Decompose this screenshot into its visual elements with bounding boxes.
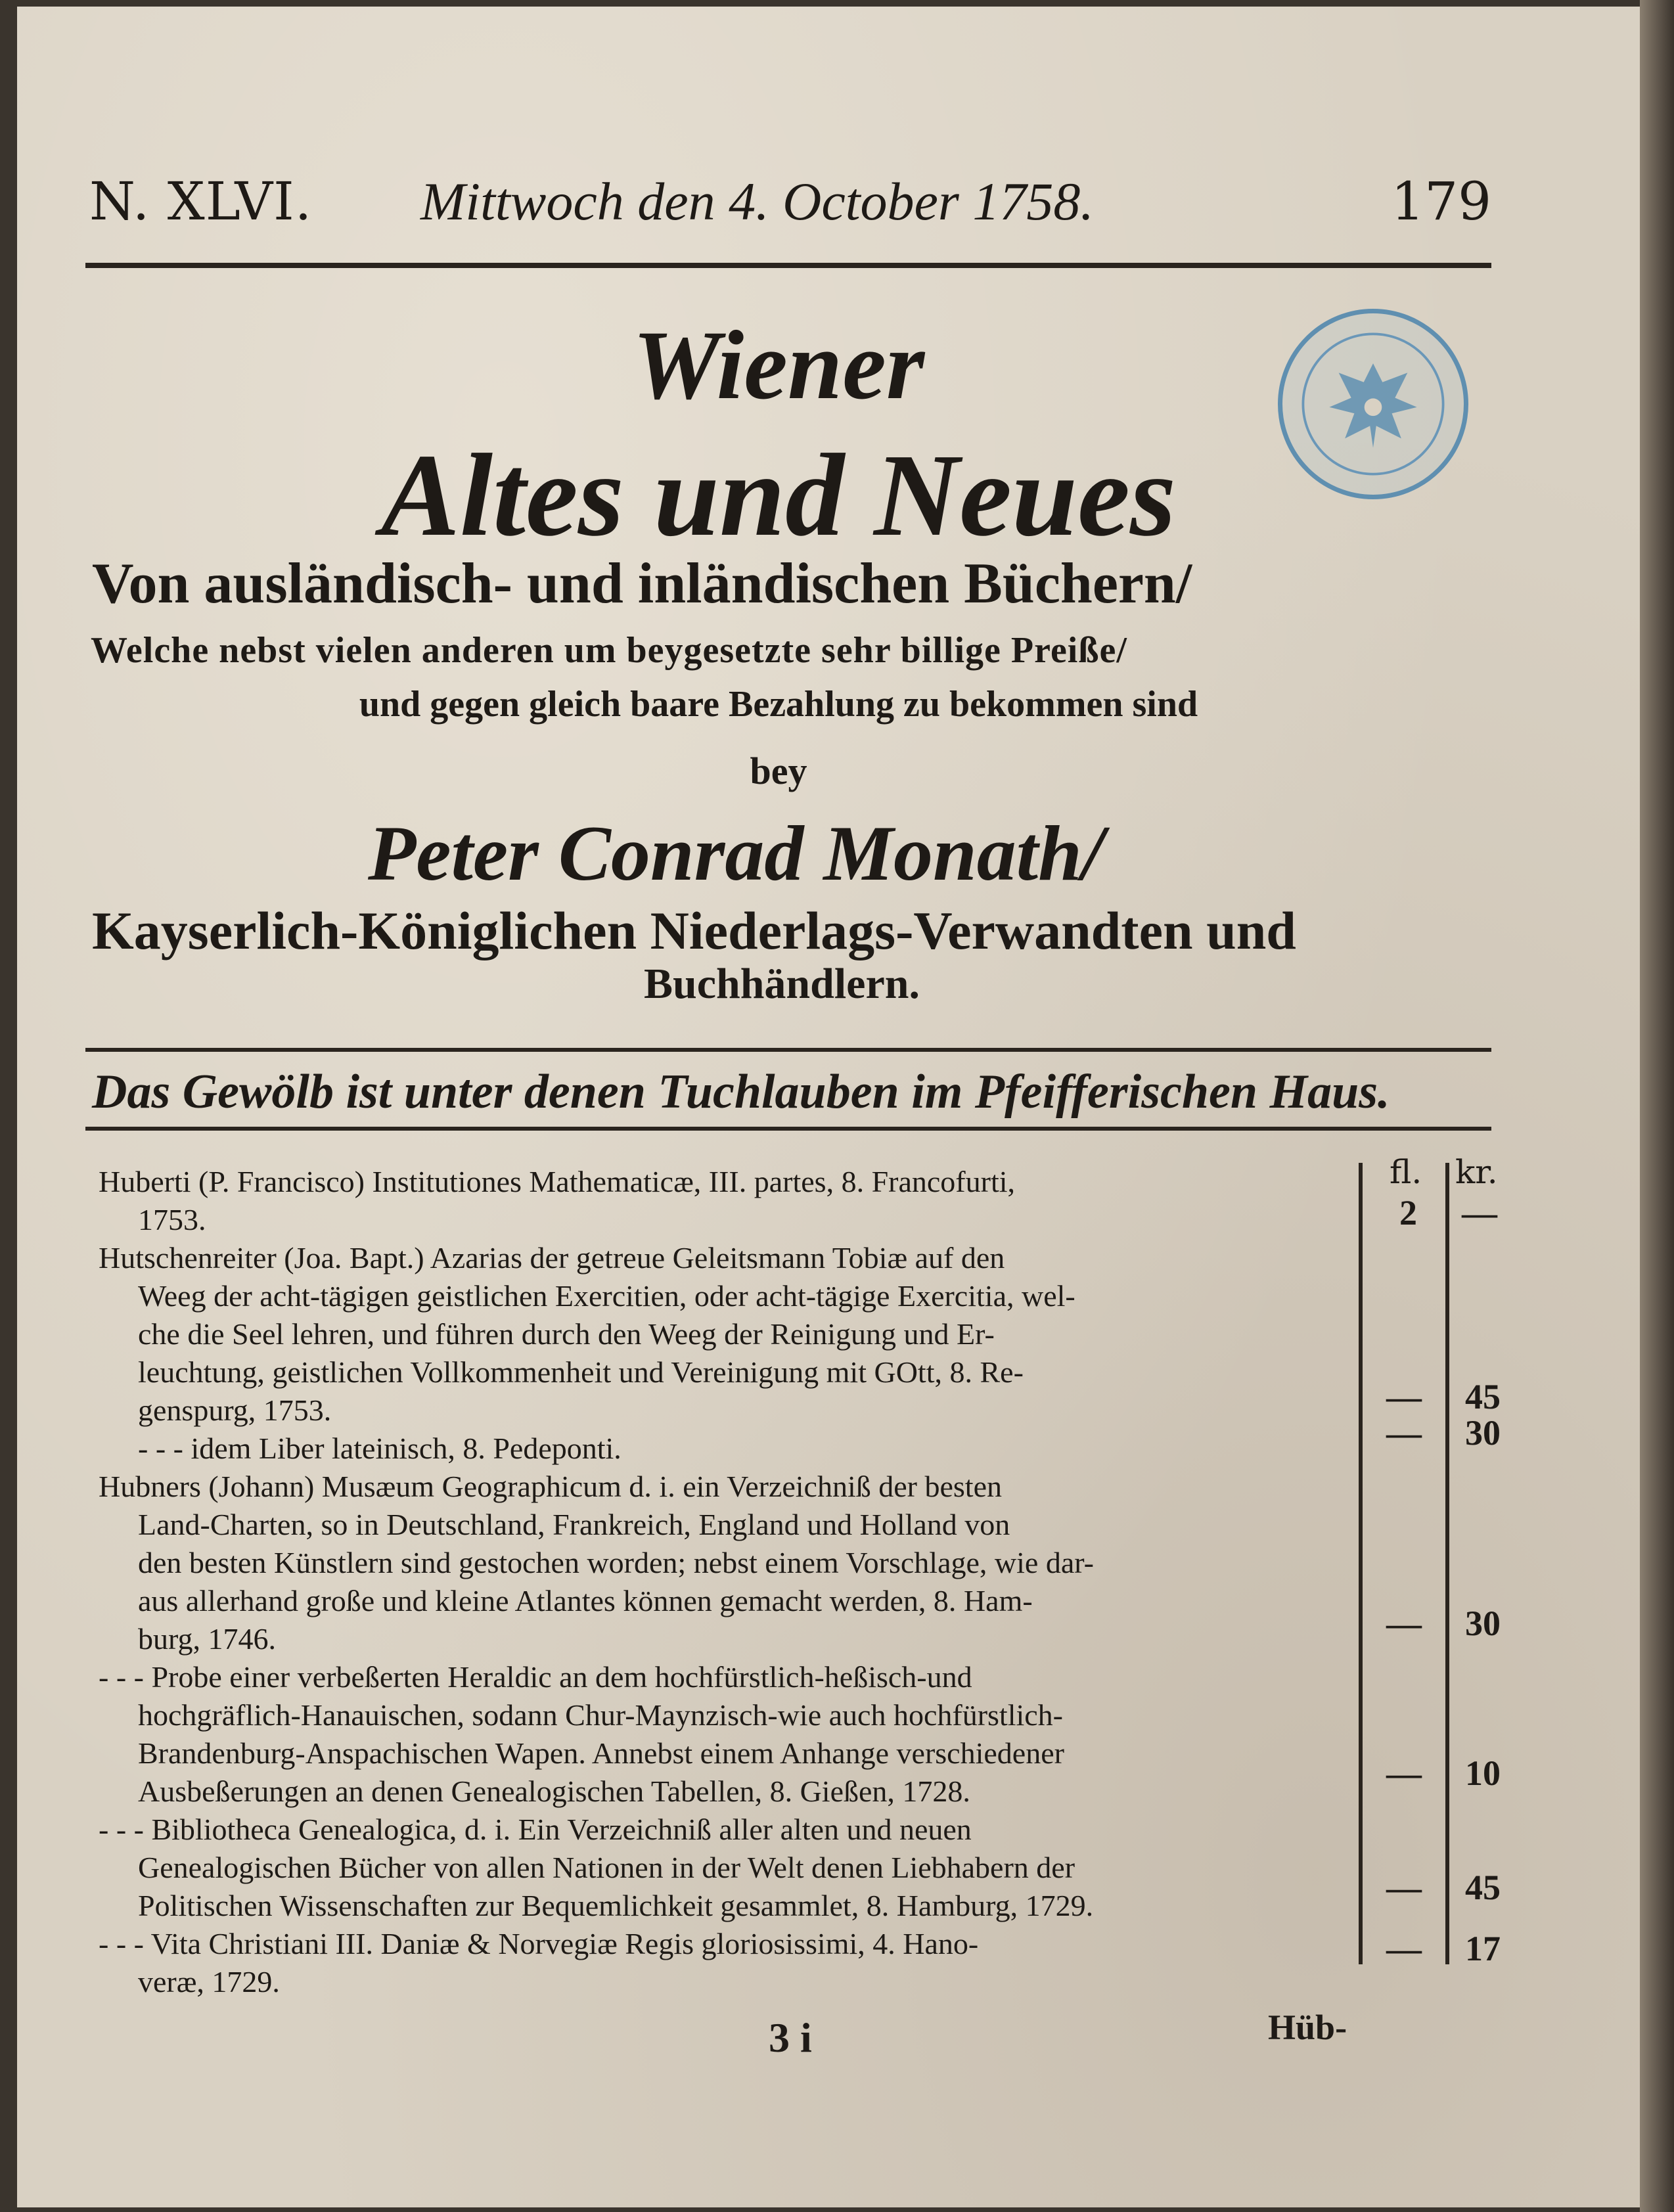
subtitle-payment: und gegen gleich baare Bezahlung zu bekommen sind (359, 684, 1198, 725)
price-kr: 30 (1465, 1413, 1501, 1453)
issue-date: Mittwoch den 4. October 1758. (420, 171, 1094, 231)
column-header-fl: fl. (1390, 1153, 1422, 1191)
eagle-stamp-icon (1282, 313, 1464, 495)
address-rule-bottom (85, 1127, 1491, 1131)
price-kr: 45 (1465, 1868, 1501, 1907)
price-kr: 17 (1465, 1929, 1501, 1968)
publisher-title-cont: Buchhändlern. (644, 960, 920, 1008)
subtitle-books: Von ausländisch- und inländischen Büchern/ (92, 552, 1192, 616)
shop-address: Das Gewölb ist unter denen Tuchlauben im Pfeifferischen Haus. (92, 1065, 1390, 1119)
price-kr: 30 (1465, 1604, 1501, 1643)
price-fl: 2 (1399, 1193, 1417, 1232)
price-fl: — (1386, 1753, 1422, 1793)
catchword: Hüb- (1268, 2008, 1347, 2047)
list-item: - - - idem Liber lateinisch, 8. Pedeponti. (138, 1432, 622, 1465)
price-fl: — (1386, 1868, 1422, 1907)
header-rule (85, 263, 1491, 268)
issue-number: N. XLVI. (89, 171, 313, 232)
column-divider-right (1445, 1163, 1449, 1964)
list-item: Hubners (Johann) Musæum Geographicum d. i. ein Verzeichniß der besten Land-Charten, so in Deutschland, Frankreich, England und Holland von den besten Künstlern sind gestochen worden; nebst einem Vorschlage, wie dar- aus allerhand große und kleine Atlantes können gemacht werden, 8. Ham- burg, 1746. (99, 1470, 1094, 1656)
list-item: - - - Probe einer verbeßerten Heraldic an dem hochfürstlich-heßisch-und hochgräflich-Hanauischen, sodann Chur-Maynzisch-wie auch hochfürstlich- Brandenburg-Anspachischen Wapen. Annebst einem Anhange verschiedener Ausbeßerungen an denen Genealogischen Tabellen, 8. Gießen, 1728. (99, 1660, 1064, 1808)
list-item: Huberti (P. Francisco) Institutiones Mathematicæ, III. partes, 8. Francofurti, 1753. (99, 1165, 1016, 1236)
price-fl: — (1386, 1604, 1422, 1643)
masthead-line (66, 151, 1491, 232)
book-gutter (1640, 0, 1674, 2212)
publisher-title: Kayserlich-Königlichen Niederlags-Verwandten und (92, 901, 1296, 960)
price-kr: 45 (1465, 1377, 1501, 1416)
price-fl: — (1386, 1413, 1422, 1453)
address-rule-top (85, 1048, 1491, 1052)
signature-mark: 3 i (769, 2014, 812, 2061)
page-number: 179 (1391, 171, 1491, 232)
price-fl: — (1386, 1929, 1422, 1968)
price-kr: — (1462, 1193, 1497, 1232)
title-wiener: Wiener (632, 311, 925, 420)
title-altes-und-neues: Altes und Neues (380, 430, 1177, 560)
price-fl: — (1386, 1377, 1422, 1416)
list-item: Hutschenreiter (Joa. Bapt.) Azarias der getreue Geleitsmann Tobiæ auf den Weeg der acht-tägigen geistlichen Exercitien, oder acht-tägige Exercitia, wel- che die Seel lehren, und führen durch den Weeg der Reinigung und Er- leuchtung, geistlichen Vollkommenheit und Vereinigung mit GOtt, 8. Re- genspurg, 1753. (99, 1241, 1075, 1427)
price-kr: 10 (1465, 1753, 1501, 1793)
column-divider-left (1359, 1163, 1363, 1964)
library-stamp (1278, 309, 1468, 499)
subtitle-bey: bey (750, 750, 807, 792)
publisher-name: Peter Conrad Monath/ (368, 809, 1104, 897)
list-item: - - - Vita Christiani III. Daniæ & Norvegiæ Regis gloriosissimi, 4. Hano- veræ, 1729. (99, 1927, 979, 1998)
subtitle-prices: Welche nebst vielen anderen um beygesetzte sehr billige Preiße/ (91, 630, 1127, 671)
column-header-kr: kr. (1455, 1153, 1498, 1191)
list-item: - - - Bibliotheca Genealogica, d. i. Ein Verzeichniß aller alten und neuen Genealogischen Bücher von allen Nationen in der Welt denen Liebhabern der Politischen Wissenschaften zur Bequemlichkeit gesammlet, 8. Hamburg, 1729. (99, 1813, 1094, 1922)
